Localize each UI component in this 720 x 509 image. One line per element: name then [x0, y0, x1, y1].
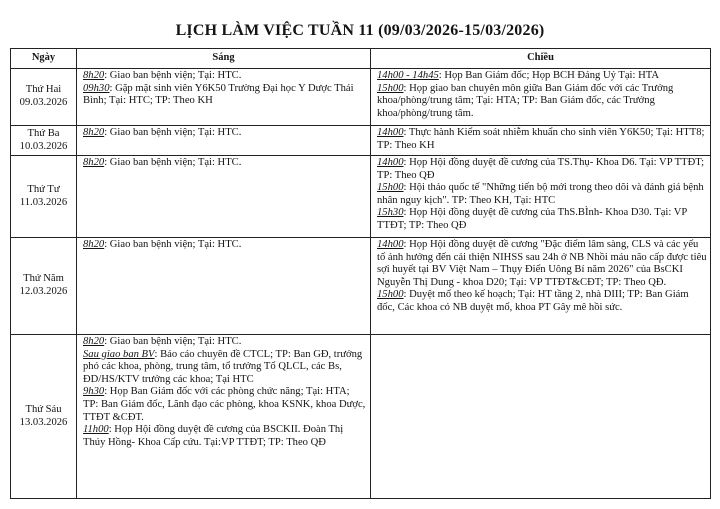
schedule-entry — [83, 70, 367, 83]
afternoon-cell — [371, 69, 711, 126]
entry-text: : Giao ban bệnh viện; Tại: HTC. — [104, 70, 242, 81]
entry-time: 8h20 — [83, 239, 105, 250]
day-cell — [11, 156, 77, 238]
schedule-entry — [83, 349, 367, 387]
header-morning: Sáng — [77, 49, 371, 69]
entry-text: : Họp Hội đồng duyệt đề cương của ThS.BÌnh- Khoa D30. Tại: VP TTĐT; TP: Theo QĐ — [377, 207, 687, 231]
table-header-row — [11, 49, 711, 69]
schedule-entry — [83, 239, 367, 252]
day-date: 11.03.2026 — [19, 196, 68, 208]
entry-time: 14h00 — [377, 239, 404, 250]
schedule-entry — [377, 239, 707, 289]
schedule-table — [10, 48, 711, 499]
schedule-entry — [83, 157, 367, 170]
entry-text: : Báo cáo chuyên đề CTCL; TP: Ban GĐ, trưởng phó các khoa, phòng, trung tâm, tổ trưởng Tổ QLCL, các Bs, ĐD/HS/KTV trưởng các khoa; Tại HTC — [83, 348, 363, 385]
schedule-entry — [377, 182, 707, 207]
day-name: Thứ Ba — [27, 127, 60, 139]
entry-text: : Hội thảo quốc tế "Những tiến bộ mới trong theo dõi và đánh giá bệnh nhân nguy kịch". TP: Theo KH, Tại: HTC — [377, 182, 704, 206]
schedule-entry — [377, 289, 707, 314]
schedule-entry — [377, 157, 707, 182]
schedule-body — [11, 69, 711, 499]
day-cell — [11, 69, 77, 126]
entry-text: : Họp Ban Giám đốc với các phòng chức năng; Tại: HTA; TP: Ban Giám đốc, Lãnh đạo các phòng, khoa KSNK, khoa Dược, TTĐT &CĐT. — [83, 386, 366, 423]
entry-time: 15h00 — [377, 182, 404, 194]
schedule-row — [11, 156, 711, 238]
entry-time: 15h00 — [377, 289, 404, 301]
day-name: Thứ Tư — [27, 183, 60, 195]
entry-time: 14h00 - 14h45 — [377, 70, 439, 81]
schedule-entry — [377, 83, 707, 121]
entry-time: 11h00 — [83, 424, 109, 436]
entry-text: : Họp giao ban chuyên môn giữa Ban Giám đốc với các Trưởng khoa/phòng/trung tâm; Tại: HTA; TP: Ban Giám đốc, các Trưởng khoa/phòng/trung tâm. — [377, 82, 674, 119]
morning-cell — [77, 126, 371, 156]
morning-cell — [77, 156, 371, 238]
morning-cell — [77, 335, 371, 499]
entry-text: : Giao ban bệnh viện; Tại: HTC. — [104, 336, 242, 347]
entry-text: : Thực hành Kiểm soát nhiễm khuẩn cho sinh viên Y6K50; Tại: HTT8; TP: Theo KH — [377, 127, 705, 151]
entry-time: 14h00 — [377, 127, 404, 138]
entry-time: 8h20 — [83, 127, 105, 138]
entry-text: : Họp Hội đồng duyệt đề cương của TS.Thụ- Khoa D6. Tại: VP TTĐT; TP: Theo QĐ — [377, 157, 705, 181]
entry-time: 9h30 — [83, 386, 105, 398]
day-name: Thứ Năm — [23, 273, 64, 285]
afternoon-cell — [371, 156, 711, 238]
schedule-entry — [377, 127, 707, 152]
schedule-entry — [83, 386, 367, 424]
entry-text: : Duyệt mổ theo kế hoạch; Tại: HT tầng 2, nhà DIII; TP: Ban Giám đốc, Các khoa có NB duyệt mổ, khoa PT Gây mê hồi sức. — [377, 289, 689, 313]
entry-text: : Họp Hội đồng duyệt đề cương "Đặc điểm lâm sàng, CLS và các yếu tố ảnh hưởng đến cải thiện NIHSS sau 24h ở NB Nhồi máu não cấp được tiêu sợi huyết tại BV Việt Nam – Thụy Điển Uông Bí năm 2026" của BsCKI Nguyễn Thị Dung - khoa D20; Tại: VP TTĐT&CĐT; TP: Theo QĐ. — [377, 239, 707, 288]
day-cell — [11, 126, 77, 156]
entry-text: : Gặp mặt sinh viên Y6K50 Trường Đại học Y Dược Thái Bình; Tại: HTC; TP: Theo KH — [83, 82, 354, 107]
day-date: 09.03.2026 — [19, 97, 68, 108]
entry-text: : Giao ban bệnh viện; Tại: HTC. — [104, 157, 242, 168]
schedule-row — [11, 335, 711, 499]
entry-time: 15h30 — [377, 207, 404, 219]
entry-time: 8h20 — [83, 70, 105, 81]
entry-time: 15h00 — [377, 82, 404, 94]
entry-time: 8h20 — [83, 157, 105, 168]
schedule-entry — [83, 83, 367, 108]
page-title: LỊCH LÀM VIỆC TUẦN 11 (09/03/2026-15/03/2026) — [175, 22, 545, 39]
entry-time: 09h30 — [83, 82, 110, 94]
header-day: Ngày — [11, 49, 77, 69]
afternoon-cell — [371, 126, 711, 156]
morning-cell — [77, 238, 371, 335]
header-afternoon: Chiều — [371, 49, 711, 69]
entry-text: : Họp Hội đồng duyệt đề cương của BSCKII. Đoàn Thị Thúy Hồng- Khoa Cấp cứu. Tại:VP TTĐT; TP: Theo QĐ — [83, 424, 344, 448]
schedule-entry — [83, 127, 367, 140]
entry-time: Sau giao ban BV — [83, 348, 155, 360]
afternoon-cell — [371, 335, 711, 499]
day-date: 10.03.2026 — [19, 140, 68, 152]
schedule-entry — [83, 424, 367, 449]
entry-text: : Giao ban bệnh viện; Tại: HTC. — [104, 239, 242, 250]
schedule-row — [11, 238, 711, 335]
day-name: Thứ Hai — [25, 84, 62, 96]
day-date: 13.03.2026 — [19, 416, 68, 428]
schedule-entry — [377, 70, 707, 83]
entry-text: : Họp Ban Giám đốc; Họp BCH Đảng Uỷ Tại: HTA — [438, 70, 660, 81]
day-cell — [11, 238, 77, 335]
schedule-entry — [377, 207, 707, 232]
afternoon-cell — [371, 238, 711, 335]
day-cell — [11, 335, 77, 499]
entry-time: 14h00 — [377, 157, 404, 168]
day-name: Thứ Sáu — [25, 403, 62, 415]
day-date: 12.03.2026 — [19, 286, 68, 297]
schedule-row — [11, 126, 711, 156]
morning-cell — [77, 69, 371, 126]
schedule-row — [11, 69, 711, 126]
schedule-entry — [83, 336, 367, 349]
entry-text: : Giao ban bệnh viện; Tại: HTC. — [104, 127, 242, 138]
entry-time: 8h20 — [83, 336, 105, 347]
